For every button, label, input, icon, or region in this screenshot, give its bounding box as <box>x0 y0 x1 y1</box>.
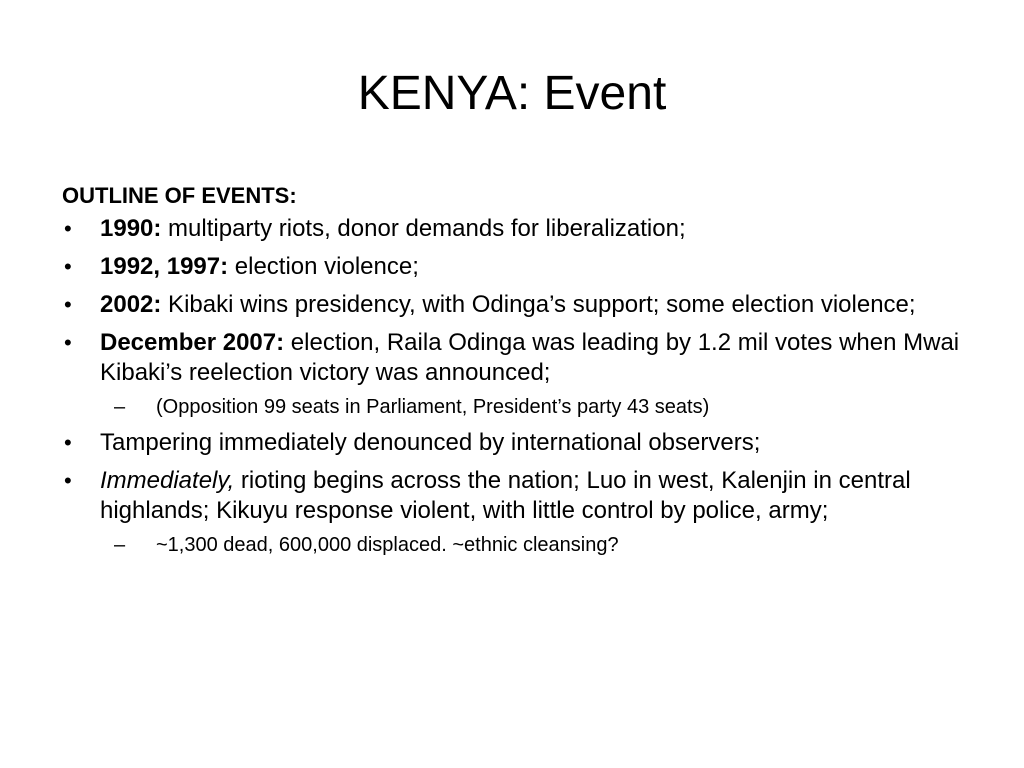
outline-heading: OUTLINE OF EVENTS: <box>62 183 297 208</box>
item-text: Kibaki wins presidency, with Odinga’s support; some election violence; <box>161 291 916 318</box>
sub-item-text: (Opposition 99 seats in Parliament, President’s party 43 seats) <box>156 396 710 418</box>
events-list <box>62 214 972 558</box>
item-lead: 1992, 1997: <box>100 253 229 280</box>
item-text: Tampering immediately denounced by international observers; <box>100 429 761 456</box>
list-item-december-2007 <box>62 328 972 420</box>
dash-icon: – <box>114 534 126 556</box>
item-lead-italic: Immediately, <box>100 467 235 494</box>
item-lead: 1990: <box>100 215 162 242</box>
slide-title: KENYA: Event <box>357 67 667 120</box>
slide-body <box>62 180 972 566</box>
bullet-icon: • <box>64 330 72 355</box>
list-item-2002 <box>62 290 972 320</box>
bullet-icon: • <box>64 468 72 493</box>
item-text: multiparty riots, donor demands for liberalization; <box>161 215 686 242</box>
sub-item-casualties <box>112 532 972 558</box>
bullet-icon: • <box>64 254 72 279</box>
sub-item-seats <box>112 394 972 420</box>
list-item-rioting <box>62 466 972 558</box>
bullet-icon: • <box>64 216 72 241</box>
item-lead: 2002: <box>100 291 162 318</box>
list-item-1992-1997 <box>62 252 972 282</box>
list-item-tampering <box>62 428 972 458</box>
item-text: election violence; <box>228 253 419 280</box>
bullet-icon: • <box>64 292 72 317</box>
item-text: election, Raila Odinga was leading by 1.2 mil votes when Mwai Kibaki’s reelection victory was announced; <box>100 329 960 386</box>
item-text: rioting begins across the nation; Luo in west, Kalenjin in central highlands; Kikuyu response violent, with little control by police, army; <box>100 467 911 524</box>
dash-icon: – <box>114 396 126 418</box>
list-item-1990 <box>62 214 972 244</box>
sub-item-text: ~1,300 dead, 600,000 displaced. ~ethnic cleansing? <box>156 534 619 556</box>
sub-list <box>100 532 972 558</box>
bullet-icon: • <box>64 430 72 455</box>
sub-list <box>100 394 972 420</box>
item-lead: December 2007: <box>100 329 285 356</box>
